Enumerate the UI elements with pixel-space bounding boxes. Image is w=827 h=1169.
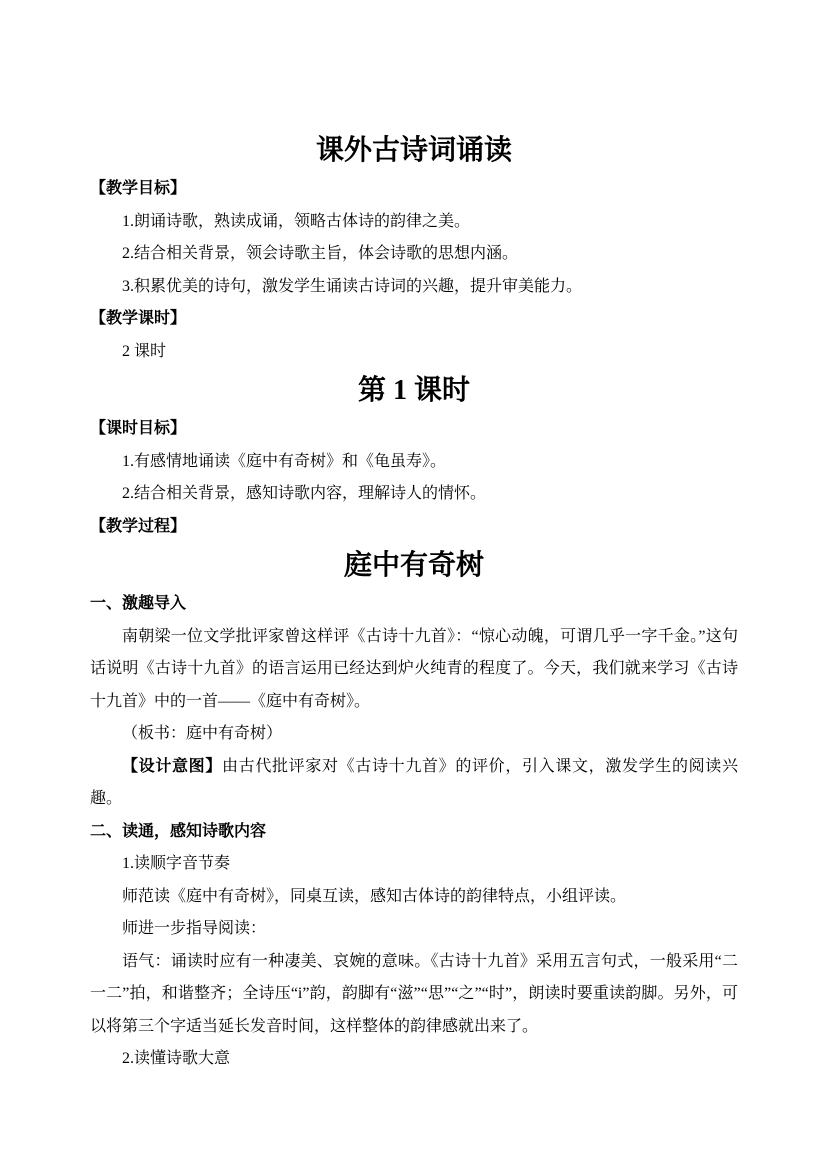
document-content (90, 128, 738, 1076)
lesson-objective-item-2: 2.结合相关背景，感知诗歌内容，理解诗人的情怀。 (122, 485, 487, 502)
step-understand-meaning: 2.读懂诗歌大意 (122, 1050, 231, 1067)
introduction-paragraph: 南朝梁一位文学批评家曾这样评《古诗十九首》：“惊心动魄，可谓几乎一字千金。”这句话说明《古诗十九首》的语言运用已经达到炉火纯青的程度了。今天，我们就来学习《古诗十九首》中的一首——《庭中有奇树》。 (90, 627, 738, 710)
design-intent-paragraph (90, 751, 738, 816)
step-teacher-model-reading: 师范读《庭中有奇树》，同桌互读，感知古体诗的韵律特点，小组评读。 (122, 887, 627, 905)
poem-title: 庭中有奇树 (343, 550, 484, 581)
design-intent-label: 【设计意图】 (122, 757, 222, 775)
reading-guidance-paragraph: 语气：诵读时应有一种凄美、哀婉的意味。《古诗十九首》采用五言句式，一般采用“二一二”拍，和谐整齐；全诗压“i”韵，韵脚有“滋”“思”“之”“时”，朗读时要重读韵脚。另外，可以将第三个字适当延长发音时间，这样整体的韵律感就出来了。 (90, 952, 738, 1035)
design-intent-text: 由古代批评家对《古诗十九首》的评价，引入课文，激发学生的阅读兴趣。 (90, 757, 738, 807)
step-teacher-guidance-lead: 师进一步指导阅读： (122, 920, 267, 937)
activity-heading-introduction: 一、激趣导入 (90, 595, 187, 612)
lesson-1-title: 第 1 课时 (357, 375, 470, 406)
section-heading-lesson-objectives: 【课时目标】 (90, 420, 187, 437)
section-heading-teaching-process: 【教学过程】 (90, 517, 187, 535)
objective-item-1: 1.朗诵诗歌，熟读成诵，领略古体诗的韵律之美。 (122, 212, 471, 230)
board-note: （板书：庭中有奇树） (122, 725, 283, 742)
step-read-pronunciation: 1.读顺字音节奏 (122, 855, 231, 872)
activity-heading-read-through: 二、读通，感知诗歌内容 (90, 822, 267, 840)
lesson-objective-item-1: 1.有感情地诵读《庭中有奇树》和《龟虽寿》。 (122, 452, 447, 470)
class-periods-value: 2 课时 (122, 342, 167, 360)
objective-item-2: 2.结合相关背景，领会诗歌主旨，体会诗歌的思想内涵。 (122, 245, 519, 262)
section-heading-teaching-objectives: 【教学目标】 (90, 180, 187, 197)
objective-item-3: 3.积累优美的诗句，激发学生诵读古诗词的兴趣，提升审美能力。 (122, 277, 583, 295)
document-title: 课外古诗词诵读 (315, 135, 512, 166)
section-heading-class-periods: 【教学课时】 (90, 310, 187, 327)
